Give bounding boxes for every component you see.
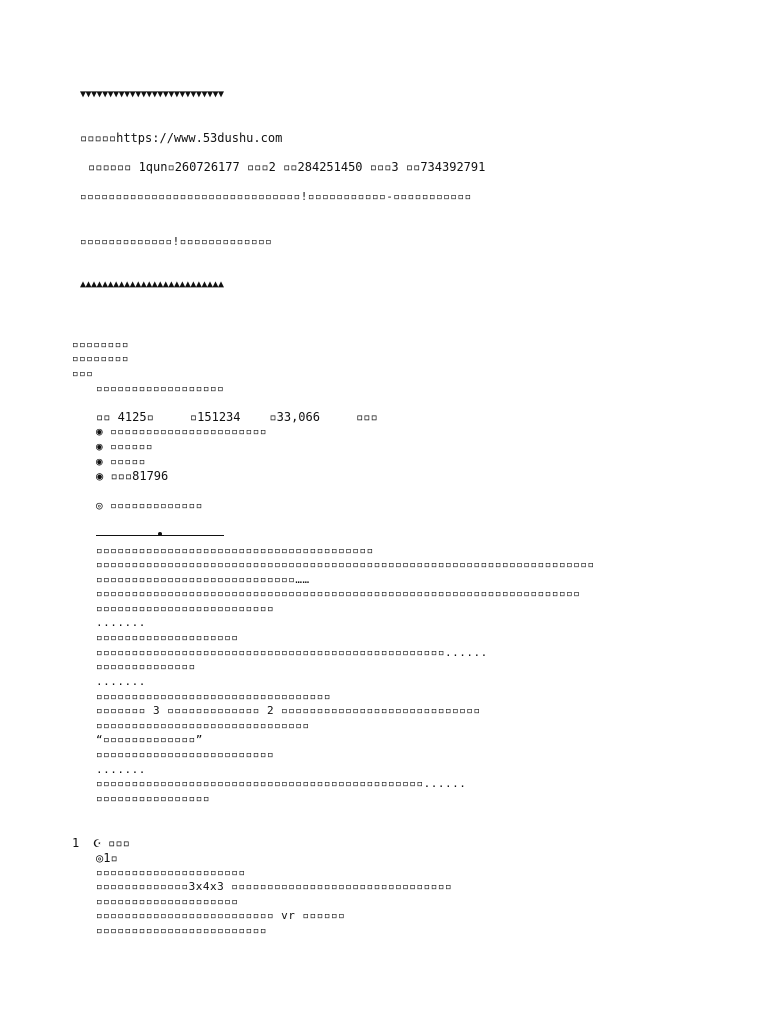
book-stats-line: ▫▫ 4125▫ ▫151234 ▫33,066 ▫▫▫ — [96, 410, 378, 424]
notice-line: ▫▫▫▫▫▫▫▫▫▫▫▫▫▫▫▫▫▫▫▫▫▫▫▫▫▫▫▫▫▫▫!▫▫▫▫▫▫▫▫▫▫▫-▫▫▫▫▫▫▫▫▫▫▫ — [80, 190, 472, 203]
synopsis-line: ▫▫▫▫▫▫▫▫▫▫▫▫▫▫ — [96, 660, 196, 673]
synopsis-line: ▫▫▫▫▫▫▫▫▫▫▫▫▫▫▫▫▫▫▫▫ — [96, 631, 239, 644]
divider-dot — [158, 532, 162, 536]
book-title-line-2: ▫▫▫▫▫▫▫▫ — [72, 352, 129, 365]
synopsis-line: ▫▫▫▫▫▫▫▫▫▫▫▫▫▫▫▫▫▫▫▫▫▫▫▫▫▫▫▫▫▫▫▫▫▫▫▫▫▫▫▫▫▫▫▫▫▫▫▫▫▫▫▫▫▫▫▫▫▫▫▫▫▫▫▫▫▫▫▫▫▫ — [96, 558, 595, 571]
chapter-sub-heading: ◎1▫ — [96, 851, 118, 865]
qq-group-line: ▫▫▫▫▫▫ 1qun▫260726177 ▫▫▫2 ▫▫284251450 ▫▫▫3 ▫▫734392791 — [88, 160, 486, 174]
info-bullet: ◉ ▫▫▫▫▫ — [96, 455, 146, 468]
top-triangle-row: ▼▼▼▼▼▼▼▼▼▼▼▼▼▼▼▼▼▼▼▼▼▼▼▼▼▼ — [80, 89, 224, 100]
synopsis-line: ▫▫▫▫▫▫▫▫▫▫▫▫▫▫▫▫▫▫▫▫▫▫▫▫▫▫▫▫▫▫▫▫▫ — [96, 690, 332, 703]
info-bullet: ◉ ▫▫▫▫▫▫ — [96, 440, 153, 453]
synopsis-line: “▫▫▫▫▫▫▫▫▫▫▫▫▫” — [96, 733, 203, 746]
chapter-heading: 1 ☪ ▫▫▫ — [72, 836, 130, 850]
chapter-line: ▫▫▫▫▫▫▫▫▫▫▫▫▫▫▫▫▫▫▫▫▫ — [96, 866, 246, 879]
synopsis-line: ▫▫▫▫▫▫▫▫▫▫▫▫▫▫▫▫▫▫▫▫▫▫▫▫▫ — [96, 602, 275, 615]
info-bullet: ◉ ▫▫▫81796 — [96, 469, 169, 483]
synopsis-line: ▫▫▫▫▫▫▫▫▫▫▫▫▫▫▫▫▫▫▫▫▫▫▫▫▫▫▫▫▫▫ — [96, 719, 310, 732]
chapter-line: ▫▫▫▫▫▫▫▫▫▫▫▫▫▫▫▫▫▫▫▫▫▫▫▫▫ vr ▫▫▫▫▫▫ — [96, 909, 346, 922]
synopsis-line: ▫▫▫▫▫▫▫▫▫▫▫▫▫▫▫▫▫▫▫▫▫▫▫▫▫▫▫▫▫▫▫▫▫▫▫▫▫▫▫▫▫▫▫▫▫▫▫▫▫▫▫▫▫▫▫▫▫▫▫▫▫▫▫▫▫▫▫▫ — [96, 587, 581, 600]
synopsis-line: ▫▫▫▫▫▫▫▫▫▫▫▫▫▫▫▫▫▫▫▫▫▫▫▫▫▫▫▫▫▫▫▫▫▫▫▫▫▫▫ — [96, 544, 374, 557]
thanks-line: ▫▫▫▫▫▫▫▫▫▫▫▫▫!▫▫▫▫▫▫▫▫▫▫▫▫▫ — [80, 235, 273, 248]
synopsis-line: ▫▫▫▫▫▫▫ 3 ▫▫▫▫▫▫▫▫▫▫▫▫▫ 2 ▫▫▫▫▫▫▫▫▫▫▫▫▫▫▫▫▫▫▫▫▫▫▫▫▫▫▫▫ — [96, 704, 481, 717]
synopsis-line: ....... — [96, 763, 146, 776]
chapter-line: ▫▫▫▫▫▫▫▫▫▫▫▫▫▫▫▫▫▫▫▫ — [96, 895, 239, 908]
book-title-line-1: ▫▫▫▫▫▫▫▫ — [72, 338, 129, 351]
circle-note-line: ◎ ▫▫▫▫▫▫▫▫▫▫▫▫▫ — [96, 499, 203, 512]
intro-line: ▫▫▫▫▫▫▫▫▫▫▫▫▫▫▫▫▫▫ — [96, 382, 225, 395]
author-line: ▫▫▫ — [72, 367, 94, 380]
synopsis-line: ▫▫▫▫▫▫▫▫▫▫▫▫▫▫▫▫▫▫▫▫▫▫▫▫▫▫▫▫▫▫▫▫▫▫▫▫▫▫▫▫▫▫▫▫▫▫...... — [96, 777, 467, 790]
synopsis-line: ▫▫▫▫▫▫▫▫▫▫▫▫▫▫▫▫ — [96, 792, 210, 805]
synopsis-line: ▫▫▫▫▫▫▫▫▫▫▫▫▫▫▫▫▫▫▫▫▫▫▫▫▫ — [96, 748, 275, 761]
info-bullet: ◉ ▫▫▫▫▫▫▫▫▫▫▫▫▫▫▫▫▫▫▫▫▫▫ — [96, 425, 267, 438]
synopsis-line: ....... — [96, 616, 146, 629]
synopsis-line: ....... — [96, 675, 146, 688]
bottom-triangle-row: ▲▲▲▲▲▲▲▲▲▲▲▲▲▲▲▲▲▲▲▲▲▲▲▲▲▲ — [80, 279, 224, 290]
synopsis-line: ▫▫▫▫▫▫▫▫▫▫▫▫▫▫▫▫▫▫▫▫▫▫▫▫▫▫▫▫…… — [96, 573, 310, 586]
chapter-line: ▫▫▫▫▫▫▫▫▫▫▫▫▫▫▫▫▫▫▫▫▫▫▫▫ — [96, 924, 267, 937]
site-url-line: ▫▫▫▫▫https://www.53dushu.com — [80, 131, 283, 145]
synopsis-line: ▫▫▫▫▫▫▫▫▫▫▫▫▫▫▫▫▫▫▫▫▫▫▫▫▫▫▫▫▫▫▫▫▫▫▫▫▫▫▫▫▫▫▫▫▫▫▫▫▫...... — [96, 646, 488, 659]
chapter-line: ▫▫▫▫▫▫▫▫▫▫▫▫▫3x4x3 ▫▫▫▫▫▫▫▫▫▫▫▫▫▫▫▫▫▫▫▫▫▫▫▫▫▫▫▫▫▫▫ — [96, 880, 453, 893]
